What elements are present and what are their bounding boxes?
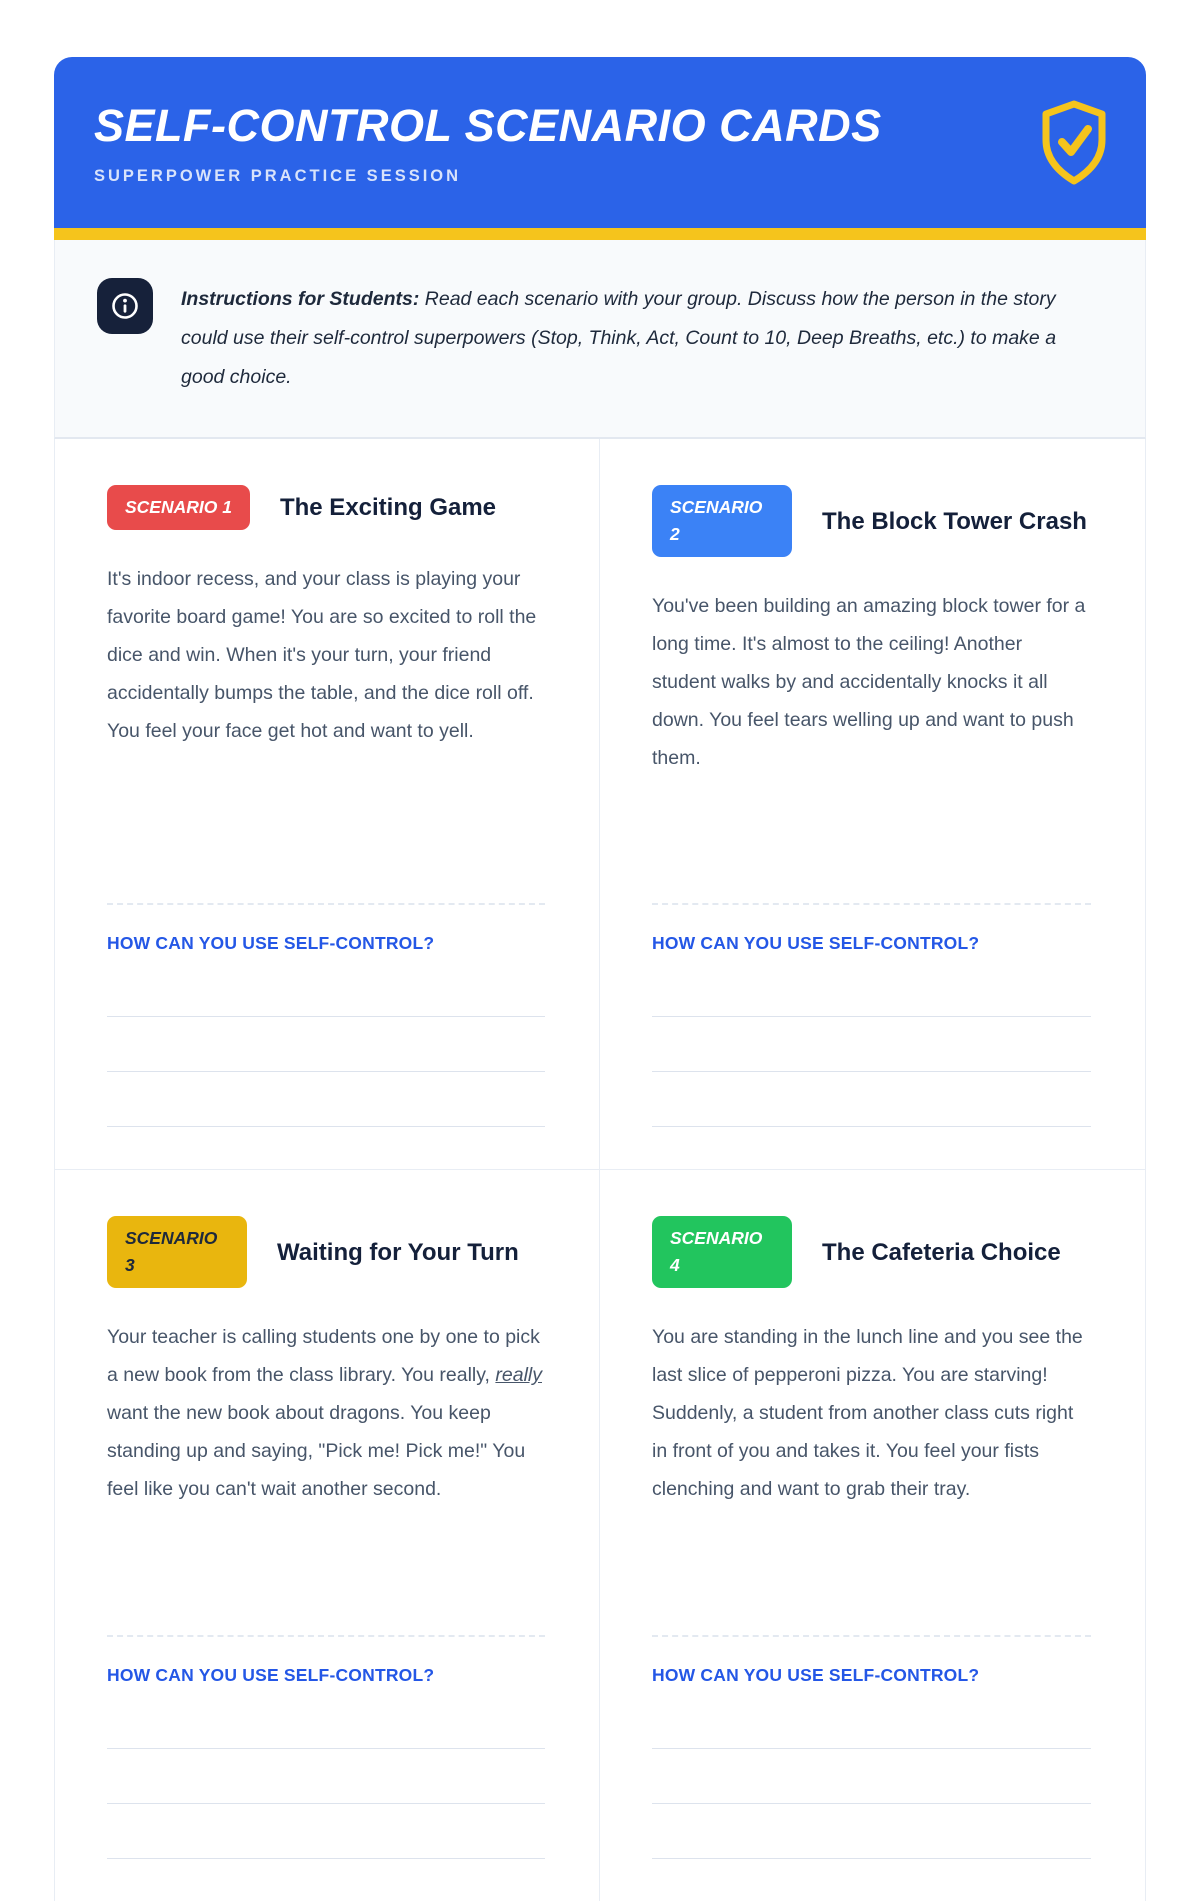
answer-area: [652, 903, 1091, 1127]
scenario-badge: SCENARIO 1: [107, 485, 250, 530]
instructions-body: Read each scenario with your group. Discuss how the person in the story could use their self-control superpowers (Stop, Think, Act, Count to 10, Deep Breaths, etc.) to make a good choice.: [181, 288, 1057, 388]
prompt-heading: HOW CAN YOU USE SELF-CONTROL?: [652, 1665, 980, 1685]
instructions-label: Instructions for Students:: [181, 288, 420, 310]
card-body-text: You are standing in the lunch line and you see the last slice of pepperoni pizza. You are starving! Suddenly, a student from another class cuts right in front of you and takes it. You feel your fists clenching and want to grab their tray.: [652, 1326, 1083, 1501]
answer-area: [652, 1635, 1091, 1859]
scenario-badge: SCENARIO 4: [652, 1216, 792, 1288]
dashed-divider: [652, 1635, 1091, 1637]
scenario-cards-grid: [54, 439, 1146, 1901]
writing-line: [107, 1749, 545, 1804]
writing-line: [652, 1694, 1091, 1749]
card-body-text: It's indoor recess, and your class is playing your favorite board game! You are so excited to roll the dice and win. When it's your turn, your friend accidentally bumps the table, and the dice roll off. You feel your face get hot and want to yell.: [107, 568, 537, 743]
card-body-text: want the new book about dragons. You keep standing up and saying, "Pick me! Pick me!" You feel like you can't wait another second.: [107, 1402, 526, 1501]
scenario-badge: SCENARIO 3: [107, 1216, 247, 1288]
card-body-emphasis: really: [495, 1364, 542, 1387]
prompt-heading: HOW CAN YOU USE SELF-CONTROL?: [652, 933, 980, 953]
writing-line: [652, 1804, 1091, 1859]
instructions-text: [181, 280, 1065, 397]
card-title: The Block Tower Crash: [822, 507, 1087, 535]
card-body-text: You've been building an amazing block tower for a long time. It's almost to the ceiling! Another student walks by and accidentally knocks it all down. You feel tears welling up and want to push them.: [652, 595, 1086, 770]
card-head: [652, 485, 1091, 557]
writing-line: [652, 1072, 1091, 1127]
prompt-heading: HOW CAN YOU USE SELF-CONTROL?: [107, 933, 435, 953]
writing-line: [652, 1749, 1091, 1804]
card-body: [107, 1318, 545, 1508]
scenario-card-3: [55, 1170, 600, 1901]
shield-check-icon: [1038, 99, 1110, 187]
worksheet-document: [54, 0, 1146, 1901]
instructions-section: [54, 240, 1146, 439]
prompt-heading: HOW CAN YOU USE SELF-CONTROL?: [107, 1665, 435, 1685]
card-body: [652, 587, 1091, 777]
writing-line: [107, 1072, 545, 1127]
card-title: The Cafeteria Choice: [822, 1238, 1061, 1266]
dashed-divider: [107, 1635, 545, 1637]
card-head: [652, 1216, 1091, 1288]
scenario-card-1: [55, 439, 600, 1170]
card-body: [652, 1318, 1091, 1508]
card-title: The Exciting Game: [279, 494, 497, 522]
scenario-card-2: [600, 439, 1145, 1170]
writing-line: [107, 1804, 545, 1859]
scenario-badge: SCENARIO 2: [652, 485, 792, 557]
card-title: Waiting for Your Turn: [277, 1238, 519, 1266]
writing-line: [107, 1017, 545, 1072]
answer-area: [107, 1635, 545, 1859]
dashed-divider: [107, 903, 545, 905]
page-title: SELF-CONTROL SCENARIO CARDS: [94, 100, 882, 151]
answer-area: [107, 903, 545, 1127]
writing-line: [107, 1694, 545, 1749]
info-icon: [97, 278, 153, 334]
card-body-text: Your teacher is calling students one by one to pick a new book from the class library. You really,: [107, 1326, 540, 1387]
writing-line: [652, 962, 1091, 1017]
card-head: [107, 485, 545, 530]
scenario-card-4: [600, 1170, 1145, 1901]
page-subtitle: SUPERPOWER PRACTICE SESSION: [94, 166, 462, 185]
card-head: [107, 1216, 545, 1288]
writing-line: [107, 962, 545, 1017]
dashed-divider: [652, 903, 1091, 905]
card-body: [107, 560, 545, 750]
writing-line: [652, 1017, 1091, 1072]
header-banner: [54, 57, 1146, 228]
accent-stripe: [54, 228, 1146, 240]
